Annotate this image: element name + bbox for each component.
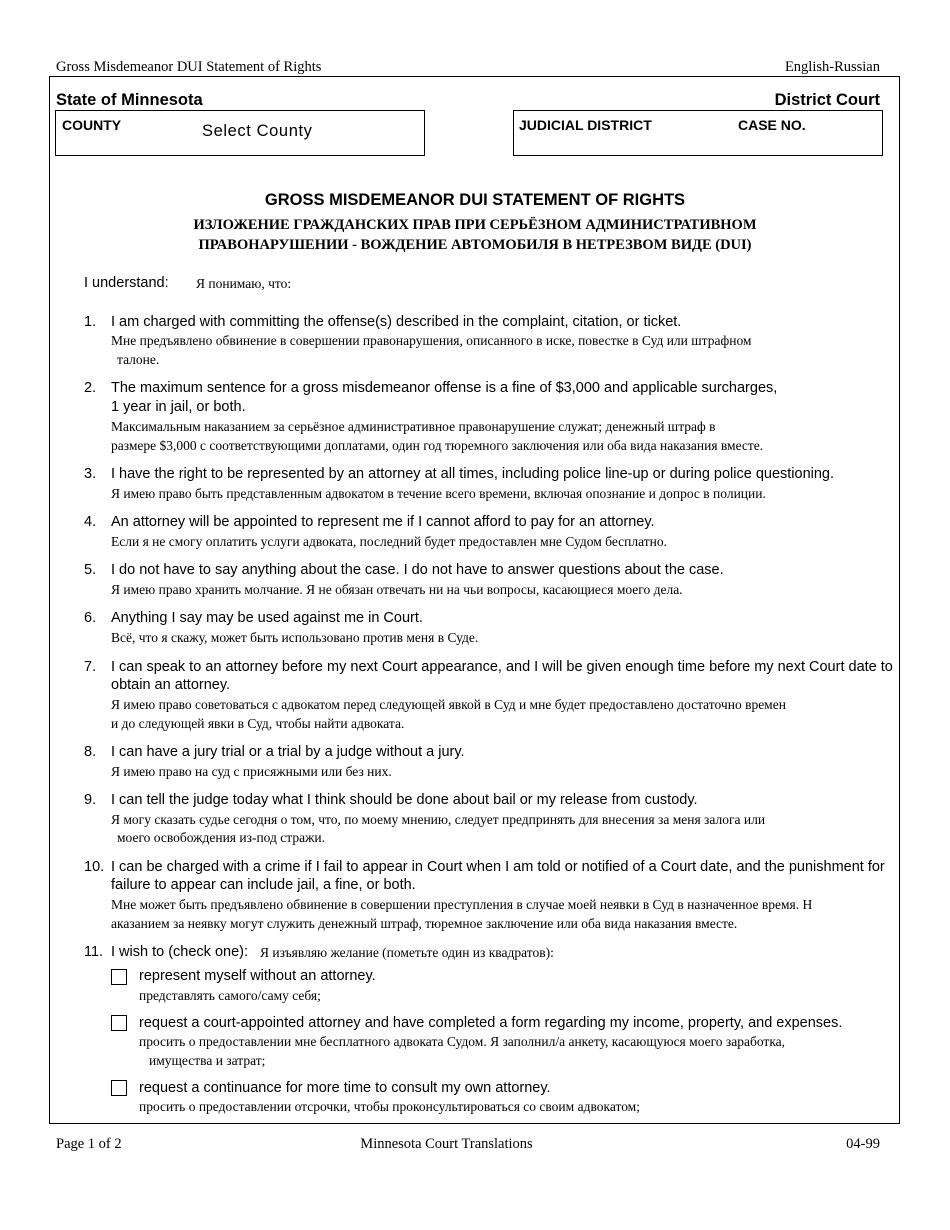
item-text: 1 year in jail, or both. [111, 399, 246, 415]
item-text-ru: аказанием за неявку могут служить денежный штраф, тюремное заключение или оба вида наказания вместе. [111, 916, 738, 931]
option-court-appointed-attorney-label-ru: имущества и затрат; [149, 1053, 266, 1068]
item-number: 6. [84, 610, 97, 626]
understand-label-ru: Я понимаю, что: [196, 276, 292, 291]
item-number: 1. [84, 314, 97, 330]
item-number: 4. [84, 514, 97, 530]
document-title-ru-line1: ИЗЛОЖЕНИЕ ГРАЖДАНСКИХ ПРАВ ПРИ СЕРЬЁЗНОМ АДМИНИСТРАТИВНОМ [193, 217, 757, 233]
item-number: 2. [84, 380, 97, 396]
item-text-ru: Я изъявляю желание (пометьте один из квадратов): [260, 945, 554, 960]
item-text: I do not have to say anything about the case. I do not have to answer questions about the case. [111, 562, 724, 578]
header-language-pair: English-Russian [784, 59, 880, 75]
court-label: District Court [774, 91, 880, 109]
item-text: I can speak to an attorney before my next Court appearance, and I will be given enough time before my next Court date to [111, 659, 893, 675]
item-text: Anything I say may be used against me in Court. [111, 610, 423, 626]
item-text-ru: и до следующей явки в Суд, чтобы найти адвоката. [111, 716, 405, 731]
item-text-ru: размере $3,000 с соответствующими доплатами, один год тюремного заключения или оба вида наказания вместе. [111, 438, 764, 453]
option-court-appointed-attorney-label-ru: просить о предоставлении мне бесплатного адвоката Судом. Я заполнил/а анкету, касающуюся моего заработка, [139, 1034, 786, 1049]
county-select[interactable]: Select County [202, 122, 313, 140]
item-text-ru: Я имею право быть представленным адвокатом в течение всего времени, включая опознание и допрос в полиции. [111, 486, 766, 501]
item-text-ru: Мне может быть предъявлено обвинение в совершении преступления в случае моей неявки в Суд в назначенное время. Н [111, 897, 813, 912]
item-text: I can be charged with a crime if I fail to appear in Court when I am told or notified of a Court date, and the punishment for [111, 859, 885, 875]
county-label: COUNTY [62, 117, 122, 133]
item-text-ru: Я имею право на суд с присяжными или без них. [111, 764, 392, 779]
item-number: 10. [84, 859, 105, 875]
item-number: 5. [84, 562, 97, 578]
item-text-ru: Всё, что я скажу, может быть использовано против меня в Суде. [111, 630, 479, 645]
state-label: State of Minnesota [56, 91, 203, 109]
item-text-ru: Мне предъявлено обвинение в совершении правонарушения, описанного в иске, повестке в Суд или штрафном [111, 333, 752, 348]
option-court-appointed-attorney-checkbox[interactable] [111, 1015, 127, 1031]
case-no-label: CASE NO. [738, 117, 806, 133]
item-number: 9. [84, 792, 97, 808]
option-continuance-label: request a continuance for more time to consult my own attorney. [139, 1080, 551, 1096]
option-continuance-label-ru: просить о предоставлении отсрочки, чтобы проконсультироваться со своим адвокатом; [139, 1099, 640, 1114]
judicial-district-label: JUDICIAL DISTRICT [519, 117, 652, 133]
document-title-ru-line2: ПРАВОНАРУШЕНИИ - ВОЖДЕНИЕ АВТОМОБИЛЯ В НЕТРЕЗВОМ ВИДЕ (DUI) [198, 237, 752, 253]
document-title: GROSS MISDEMEANOR DUI STATEMENT OF RIGHTS [264, 191, 686, 209]
option-self-representation-label-ru: представлять самого/саму себя; [139, 988, 321, 1003]
item-text-ru: Я могу сказать судье сегодня о том, что, по моему мнению, следует предпринять для внесения за меня залога или [111, 812, 766, 827]
header-form-title: Gross Misdemeanor DUI Statement of Rights [56, 59, 322, 75]
item-text-ru: талоне. [117, 352, 160, 367]
footer-form-code: 04-99 [846, 1136, 880, 1152]
district-case-box [513, 110, 883, 156]
county-box [55, 110, 425, 156]
option-self-representation-label: represent myself without an attorney. [139, 968, 376, 984]
item-text: I have the right to be represented by an attorney at all times, including police line-up or during police questioning. [111, 466, 835, 482]
item-text-ru: Максимальным наказанием за серьёзное административное правонарушение служат; денежный штраф в [111, 419, 716, 434]
item-number: 3. [84, 466, 97, 482]
item-text-ru: Я имею право советоваться с адвокатом перед следующей явкой в Суд и мне будет предоставлено достаточно времен [111, 697, 786, 712]
item-text-ru: моего освобождения из-под стражи. [117, 830, 325, 845]
item-text: An attorney will be appointed to represent me if I cannot afford to pay for an attorney. [111, 514, 655, 530]
item-text: failure to appear can include jail, a fine, or both. [111, 877, 416, 893]
option-self-representation-checkbox[interactable] [111, 969, 127, 985]
item-number: 8. [84, 744, 97, 760]
option-court-appointed-attorney-label: request a court-appointed attorney and have completed a form regarding my income, property, and expenses. [139, 1015, 843, 1031]
understand-label: I understand: [84, 275, 169, 291]
item-text: I am charged with committing the offense(s) described in the complaint, citation, or ticket. [111, 314, 682, 330]
item-number: 11. [84, 944, 104, 960]
item-text: I wish to (check one): [111, 944, 248, 960]
item-text-ru: Если я не смогу оплатить услуги адвоката, последний будет предоставлен мне Судом бесплатно. [111, 534, 667, 549]
item-number: 7. [84, 659, 97, 675]
footer-page-number: Page 1 of 2 [56, 1136, 122, 1152]
item-text-ru: Я имею право хранить молчание. Я не обязан отвечать ни на чьи вопросы, касающиеся моего дела. [111, 582, 683, 597]
option-continuance-checkbox[interactable] [111, 1080, 127, 1096]
item-text: I can tell the judge today what I think should be done about bail or my release from custody. [111, 792, 698, 808]
footer-publisher: Minnesota Court Translations [360, 1136, 533, 1152]
item-text: The maximum sentence for a gross misdemeanor offense is a fine of $3,000 and applicable surcharges, [111, 380, 778, 396]
item-text: I can have a jury trial or a trial by a judge without a jury. [111, 744, 465, 760]
item-text: obtain an attorney. [111, 677, 231, 693]
